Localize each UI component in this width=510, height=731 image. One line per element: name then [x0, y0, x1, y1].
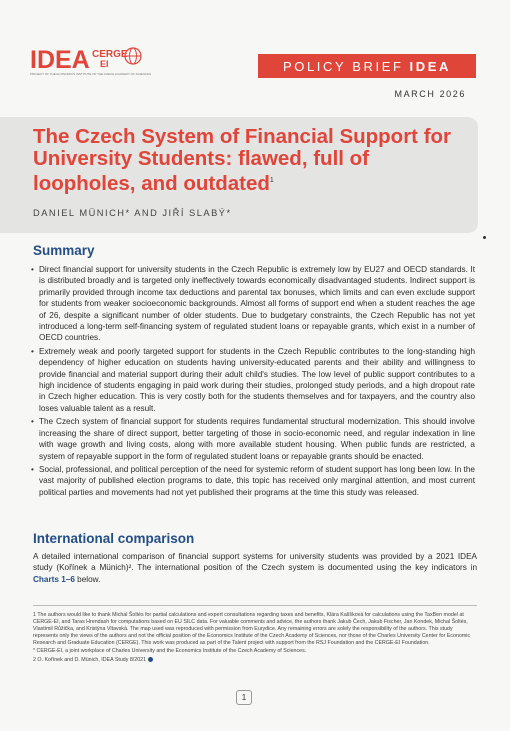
margin-dot: [483, 236, 486, 239]
list-item: • The Czech system of financial support for students requires fundamental structural modernization. This should involve increasing the share of direct support, better targeting of those in socio-economic need, and regular indexation in line with wage growth and living costs, along with more available student housing. When public funds are restricted, a system of repayable support in the form of regulated student loans or repayable grants should be enacted.: [31, 416, 475, 462]
title-footnote-ref[interactable]: 1: [269, 177, 274, 184]
summary-heading: Summary: [33, 243, 95, 258]
title-text: The Czech System of Financial Support for University Students: flawed, full of loopholes, and outdated: [33, 125, 452, 195]
publication-date: MARCH 2026: [394, 89, 466, 99]
brief-label: POLICY BRIEF: [282, 58, 404, 74]
footnote-2-text: 2 O. Kořínek and D. Münich, IDEA Study 8/2021: [33, 656, 147, 663]
globe-icon: [123, 46, 143, 66]
summary-list: [31, 264, 475, 500]
paragraph-text-end: below.: [74, 574, 101, 584]
logo-cerge-text: CERGE: [92, 49, 128, 60]
footnotes: [33, 612, 477, 665]
international-comparison-paragraph: [33, 551, 477, 585]
page-number: 1: [236, 690, 252, 705]
brief-brand: IDEA: [409, 58, 451, 74]
document-title: [33, 126, 473, 195]
idea-cerge-ei-logo[interactable]: [30, 44, 170, 80]
logo-idea-text: IDEA: [30, 46, 90, 74]
footnote-2: [33, 657, 477, 664]
international-comparison-heading: International comparison: [33, 531, 195, 546]
external-link-icon[interactable]: [148, 657, 153, 662]
footnote-1: 1 The authors would like to thank Michal Šoltés for partial calculations and expert consultations regarding taxes and benefits, Klára Kalíšková for calculations using the TaxBen model at CERGE-EI, and Taras Hrendash for computations based on EU SILC data. For valuable comments and advice, the authors thank Jakub Čech, Jakub Fischer, Jan Kondek, Michal Šoltés, Vlastimil Růžička, and Kristýna Vltavská. The map used was reproduced with permission from Eurydice. Any remaining errors are solely the responsibility of the authors. This study represents only the views of the authors and not the official position of the Economics Institute of the Czech Academy of Sciences, nor those of the Charles University Center for Economic Research and Graduate Education (CERGE). This work was produced as part of the Talent project with support from the RSJ Foundation and the CERGE-EI Foundation.: [33, 612, 471, 647]
footnote-divider: [33, 605, 477, 606]
logo-ei-text: EI: [100, 59, 109, 69]
list-item: • Extremely weak and poorly targeted support for students in the Czech Republic contributes to the long-standing high dependency of higher education on students having university-educated parents and their ability and willingness to provide financial and material support during their adult child's studies. The low level of public support contributes to a high incidence of students engaging in paid work during their studies, prolonged study periods, and a high dropout rate in Czech higher education. This is very costly both for the students themselves and for taxpayers, and the country also loses valuable talent as a result.: [31, 346, 475, 414]
charts-link[interactable]: Charts 1–6: [33, 574, 75, 584]
list-item: • Direct financial support for university students in the Czech Republic is extremely low by EU27 and OECD standards. It is distributed broadly and is targeted only ineffectively towards economically disadvantaged students. Indirect support is primarily provided through income tax deductions and parental tax bonuses, which limits and can even exclude support for students from weaker socioeconomic backgrounds. Almost all forms of support end when a student reaches the age of 26, despite a significant number of older students. Due to budgetary constraints, the Czech Republic has not yet introduced a long-term self-financing system of regulated student loans or repayable grants, which exist in a number of OECD countries.: [31, 264, 475, 344]
list-item: • Social, professional, and political perception of the need for systemic reform of student support has long been low. In the vast majority of published election programs to date, this topic has received only marginal attention, and most current political parties and movements had not yet published their programs at the time this study was released.: [31, 464, 475, 498]
policy-brief-banner: [258, 54, 476, 78]
footnote-affiliation: * CERGE-EI, a joint workplace of Charles University and the Economics Institute of the Czech Academy of Sciences.: [33, 648, 307, 655]
authors-line: DANIEL MÜNICH* AND JIŘÍ SLABÝ*: [33, 208, 232, 218]
logo-subtitle: PROJECT OF THE ECONOMICS INSTITUTE OF THE CZECH ACADEMY OF SCIENCES: [30, 72, 151, 76]
paragraph-text: A detailed international comparison of financial support systems for university students was provided by a 2021 IDEA study (Kořínek a Münich)². The international position of the Czech system is documented using the key indicators in: [33, 552, 477, 573]
